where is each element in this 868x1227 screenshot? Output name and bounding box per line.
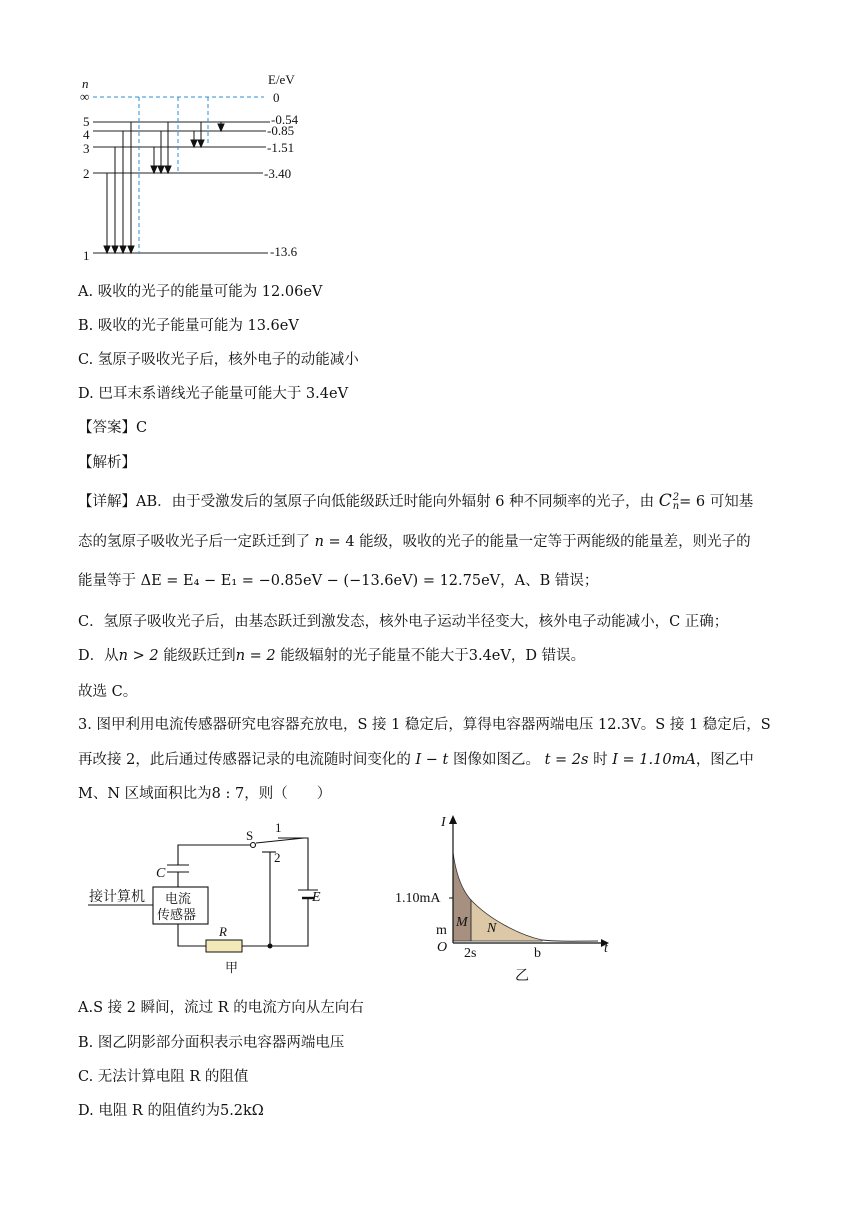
- resistor: [206, 940, 242, 952]
- x-tick-label: 2s: [464, 946, 477, 961]
- detail-line-3: 能量等于 ΔE = E₄ − E₁ = −0.85eV − (−13.6eV) = 12.75eV，A、B 错误；: [78, 573, 599, 589]
- region-m-label: M: [456, 915, 468, 930]
- detail-conclusion: 故选 C。: [78, 684, 138, 700]
- level-n-2: 2: [83, 166, 90, 181]
- q3-option-b: [78, 1031, 344, 1052]
- circuit-diagram: [80, 815, 330, 980]
- detail-line-1: 【详解】AB．由于受激发后的氢原子向低能级跃迁时能向外辐射 6 种不同频率的光子，由 C 2 n = 6 可知基: [78, 491, 754, 512]
- option-letter: D.: [78, 1103, 94, 1119]
- option-text: 图乙阴影部分面积表示电容器两端电压: [97, 1035, 345, 1051]
- level-n-5: 5: [83, 114, 90, 129]
- current-time-graph: [385, 812, 620, 987]
- sensor-label-2: 传感器: [157, 907, 197, 922]
- level-e-1: -13.6: [270, 244, 298, 259]
- circuit-caption: 甲: [225, 960, 239, 975]
- computer-label: 接计算机: [89, 890, 145, 905]
- y-unit-fragment: m: [436, 923, 447, 938]
- y-axis-label: I: [441, 815, 446, 830]
- sensor-label-1: 电流: [165, 891, 192, 906]
- option-text: 氢原子吸收光子后，核外电子的动能减小: [97, 352, 359, 368]
- option-letter: A.: [78, 1000, 94, 1016]
- contact-1-label: 1: [275, 820, 282, 835]
- q3-line-1: 3. 图甲利用电流传感器研究电容器充放电，S 接 1 稳定后，算得电容器两端电压 12.3V。S 接 1 稳定后，S: [78, 717, 771, 733]
- q3-line-2: 再改接 2，此后通过传感器记录的电流随时间变化的 I − t 图像如图乙。 t = 2s 时 I = 1.10mA，图乙中: [78, 752, 754, 768]
- q3-line-3: M、N 区域面积比为8 : 7，则（ ）: [78, 786, 332, 802]
- option-letter: C.: [78, 1069, 94, 1085]
- level-e-3: -1.51: [267, 140, 295, 155]
- capacitor-label: C: [156, 866, 166, 881]
- switch-label: S: [246, 828, 254, 843]
- n-axis-label: n: [82, 76, 89, 91]
- level-n-4: 4: [83, 127, 90, 142]
- option-text: 电阻 R 的阻值约为5.2kΩ: [98, 1103, 264, 1119]
- q3-option-c: [78, 1065, 248, 1086]
- y-tick-label: 1.10mA: [395, 891, 441, 906]
- region-n-label: N: [487, 921, 497, 936]
- origin-label: O: [437, 940, 448, 955]
- q2-option-a: [78, 280, 322, 301]
- option-letter: D.: [78, 386, 94, 402]
- e-axis-label: E/eV: [268, 72, 295, 87]
- x-axis-label: t: [604, 941, 608, 956]
- option-text: S 接 2 瞬间，流过 R 的电流方向从左向右: [93, 1000, 364, 1016]
- detail-label: 【详解】: [78, 494, 136, 510]
- q2-option-b: [78, 314, 299, 335]
- answer-value: C: [136, 420, 148, 436]
- answer-label: 【答案】: [78, 420, 136, 436]
- option-letter: A.: [78, 284, 94, 300]
- q3-option-a: [78, 996, 364, 1017]
- q3-option-d: [78, 1099, 264, 1120]
- option-letter: B.: [78, 318, 94, 334]
- level-e-inf: 0: [273, 90, 280, 105]
- detail-line-5: D．从n > 2 能级跃迁到n = 2 能级辐射的光子能量不能大于3.4eV，D 错误。: [78, 648, 586, 664]
- level-n-inf: ∞: [80, 89, 90, 104]
- level-e-4: -0.85: [267, 123, 295, 138]
- resistor-label: R: [219, 924, 227, 939]
- region-n: [471, 900, 542, 941]
- graph-caption: 乙: [515, 969, 529, 984]
- level-n-3: 3: [83, 141, 90, 156]
- option-text: 吸收的光子能量可能为 13.6eV: [97, 318, 299, 334]
- level-n-1: 1: [83, 248, 90, 263]
- option-letter: C.: [78, 352, 94, 368]
- q2-option-c: [78, 348, 359, 369]
- option-text: 吸收的光子的能量可能为 12.06eV: [97, 284, 323, 300]
- x-tick-label-b: b: [534, 946, 541, 961]
- q2-option-d: [78, 382, 348, 403]
- option-text: 无法计算电阻 R 的阻值: [97, 1069, 249, 1085]
- combination-formula: C 2 n: [658, 491, 680, 512]
- detail-line-4: C．氢原子吸收光子后，由基态跃迁到激发态，核外电子运动半径变大，核外电子动能减小，C 正确；: [78, 614, 729, 630]
- level-e-2: -3.40: [264, 166, 292, 181]
- analysis-label: 【解析】: [78, 455, 136, 471]
- detail-line-2: 态的氢原子吸收光子后一定跃迁到了 n = 4 能级，吸收的光子的能量一定等于两能级的能量差，则光子的: [78, 534, 751, 550]
- contact-2-label: 2: [274, 850, 281, 865]
- option-letter: B.: [78, 1035, 94, 1051]
- energy-formula: ΔE = E₄ − E₁ = −0.85eV − (−13.6eV) = 12.75eV: [140, 573, 501, 589]
- energy-level-diagram: [70, 68, 320, 268]
- option-text: 巴耳末系谱线光子能量可能大于 3.4eV: [98, 386, 349, 402]
- answer-line: [78, 416, 147, 437]
- level-e-5: -0.54: [271, 112, 299, 127]
- source-label: E: [312, 890, 321, 905]
